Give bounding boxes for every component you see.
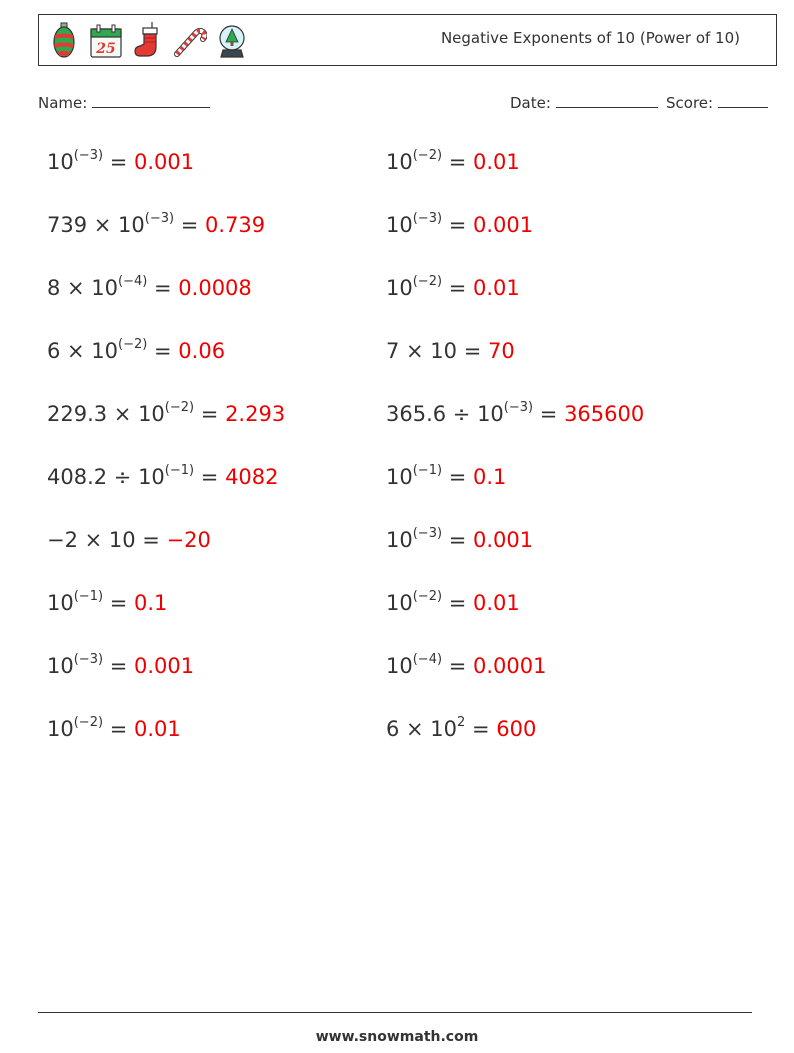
equals-sign: =: [442, 465, 473, 489]
problem-expression: 408.2 ÷ 10: [47, 465, 165, 489]
problem-item: [386, 591, 520, 615]
problem-exponent: (−2): [412, 274, 443, 289]
problem-item: [386, 213, 533, 237]
equals-sign: =: [442, 591, 473, 615]
problem-expression: 10: [47, 717, 74, 741]
problem-item: [47, 276, 252, 300]
problem-expression: 10: [47, 150, 74, 174]
problem-expression: 10: [47, 654, 74, 678]
problem-exponent: (−2): [412, 589, 443, 604]
problem-expression: 10: [386, 150, 413, 174]
problem-item: [47, 528, 211, 552]
equals-sign: =: [442, 654, 473, 678]
equals-sign: =: [442, 276, 473, 300]
problem-expression: 10: [386, 591, 413, 615]
problem-answer: 0.0008: [178, 276, 252, 300]
problem-exponent: (−3): [73, 652, 104, 667]
problem-answer: 0.1: [134, 591, 168, 615]
snow-globe-icon: [215, 22, 249, 60]
worksheet-title: Negative Exponents of 10 (Power of 10): [440, 29, 740, 47]
problem-exponent: 2: [457, 715, 466, 730]
problem-item: [386, 276, 520, 300]
problem-answer: 0.001: [134, 150, 195, 174]
problem-exponent: (−2): [73, 715, 104, 730]
calendar-day-text: 25: [96, 41, 116, 57]
ornament-icon: [47, 22, 81, 60]
problem-answer: −20: [166, 528, 211, 552]
problem-answer: 0.0001: [473, 654, 547, 678]
name-field[interactable]: [38, 93, 210, 112]
problem-exponent: (−4): [412, 652, 443, 667]
header-icons: [47, 21, 249, 61]
equals-sign: =: [465, 717, 497, 741]
problem-item: [386, 339, 515, 363]
problem-item: [47, 465, 279, 489]
problem-expression: 10: [386, 213, 413, 237]
equals-sign: =: [103, 654, 134, 678]
problem-expression: −2 × 10: [47, 528, 136, 552]
score-blank[interactable]: [718, 93, 768, 108]
name-label: Name:: [38, 94, 88, 112]
problem-item: [47, 717, 181, 741]
problem-answer: 0.06: [178, 339, 226, 363]
problem-exponent: (−2): [118, 337, 148, 352]
problem-answer: 70: [487, 339, 515, 363]
problem-exponent: (−2): [164, 400, 195, 415]
problem-answer: 0.001: [473, 213, 534, 237]
problem-expression: 10: [386, 276, 413, 300]
problem-expression: 6 × 10: [47, 339, 119, 363]
problem-item: [47, 150, 194, 174]
equals-sign: =: [442, 150, 473, 174]
problem-answer: 0.01: [134, 717, 181, 741]
problem-exponent: (−4): [118, 274, 148, 289]
problem-item: [47, 402, 285, 426]
equals-sign: =: [147, 339, 179, 363]
equals-sign: =: [442, 213, 473, 237]
problem-item: [386, 528, 533, 552]
equals-sign: =: [103, 150, 134, 174]
date-field[interactable]: [510, 93, 658, 112]
problem-expression: 10: [47, 591, 74, 615]
problem-answer: 600: [496, 717, 537, 741]
problem-item: [386, 654, 546, 678]
problem-answer: 0.01: [473, 150, 520, 174]
problem-item: [47, 654, 194, 678]
problem-answer: 0.01: [473, 276, 520, 300]
problem-answer: 4082: [225, 465, 279, 489]
equals-sign: =: [194, 465, 226, 489]
problem-answer: 0.1: [473, 465, 507, 489]
problem-answer: 2.293: [225, 402, 286, 426]
equals-sign: =: [103, 591, 134, 615]
equals-sign: =: [457, 339, 488, 363]
problem-answer: 0.01: [473, 591, 520, 615]
score-label: Score:: [666, 94, 714, 112]
problem-expression: 7 × 10: [386, 339, 458, 363]
worksheet-header: [38, 14, 777, 66]
equals-sign: =: [194, 402, 226, 426]
problem-expression: 10: [386, 654, 413, 678]
problem-answer: 0.739: [205, 213, 266, 237]
problem-item: [386, 150, 520, 174]
problem-expression: 10: [386, 528, 413, 552]
equals-sign: =: [103, 717, 134, 741]
problem-exponent: (−2): [412, 148, 443, 163]
problem-exponent: (−3): [144, 211, 175, 226]
problem-answer: 365600: [564, 402, 645, 426]
equals-sign: =: [442, 528, 473, 552]
footer-divider: [38, 1012, 752, 1013]
problem-answer: 0.001: [473, 528, 534, 552]
problem-item: [47, 591, 167, 615]
problem-expression: 229.3 × 10: [47, 402, 165, 426]
problem-exponent: (−3): [73, 148, 104, 163]
calendar-25-icon: [89, 22, 123, 60]
problem-expression: 6 × 10: [386, 717, 458, 741]
problem-item: [47, 339, 225, 363]
problem-exponent: (−1): [73, 589, 104, 604]
footer-website: www.snowmath.com: [315, 1029, 479, 1045]
problem-exponent: (−3): [503, 400, 534, 415]
name-blank[interactable]: [92, 93, 210, 108]
problem-exponent: (−3): [412, 526, 443, 541]
date-label: Date:: [510, 94, 551, 112]
problem-expression: 365.6 ÷ 10: [386, 402, 504, 426]
equals-sign: =: [533, 402, 565, 426]
problem-item: [386, 402, 644, 426]
problem-item: [47, 213, 265, 237]
problem-expression: 739 × 10: [47, 213, 145, 237]
equals-sign: =: [135, 528, 167, 552]
stocking-icon: [131, 22, 165, 60]
problem-expression: 10: [386, 465, 413, 489]
date-blank[interactable]: [556, 93, 658, 108]
equals-sign: =: [147, 276, 179, 300]
problem-exponent: (−1): [412, 463, 443, 478]
problem-exponent: (−1): [164, 463, 195, 478]
problem-item: [386, 465, 506, 489]
problem-answer: 0.001: [134, 654, 195, 678]
problem-exponent: (−3): [412, 211, 443, 226]
equals-sign: =: [174, 213, 206, 237]
problem-expression: 8 × 10: [47, 276, 119, 300]
candy-cane-icon: [173, 22, 207, 60]
score-field[interactable]: [666, 93, 768, 112]
problem-item: [386, 717, 536, 741]
